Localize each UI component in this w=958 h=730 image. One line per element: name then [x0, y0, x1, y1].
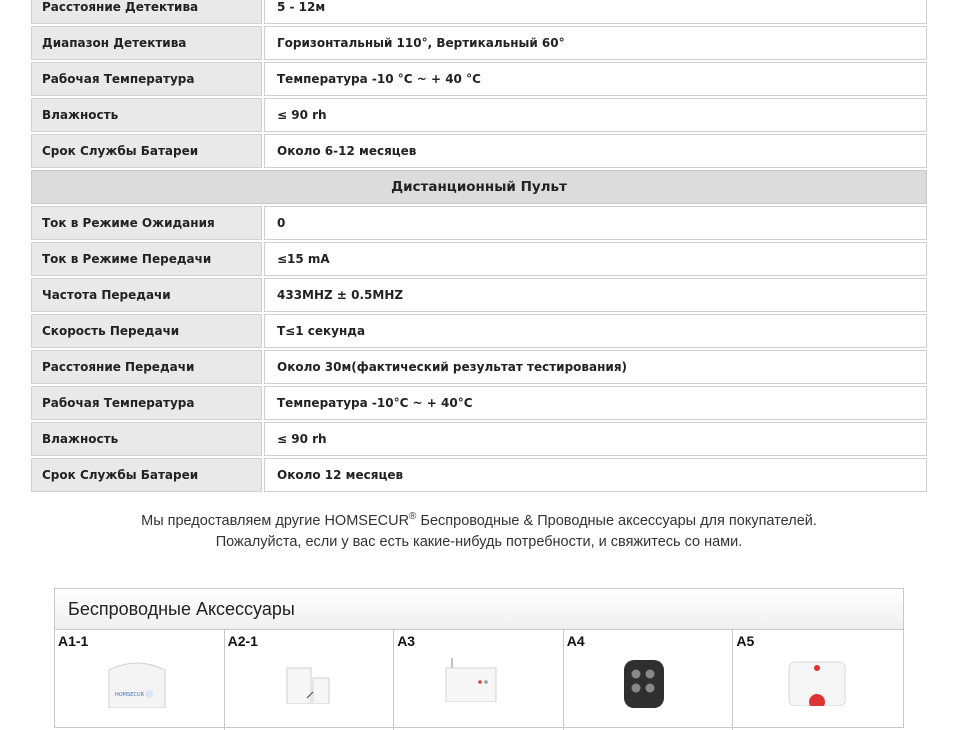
promo-line-2: Пожалуйста, если у вас есть какие-нибудь потребности, и свяжитесь со нами.: [215, 534, 743, 550]
spec-row: [31, 132, 927, 168]
spec-label: Расстояние Передачи: [31, 350, 262, 384]
accessory-item[interactable]: [564, 630, 734, 730]
spec-label: Скорость Передачи: [31, 314, 262, 348]
spec-value: Температура -10 °C ~ + 40 °C: [264, 62, 927, 96]
spec-value: 433MHZ ± 0.5MHZ: [264, 278, 927, 312]
spec-row: [31, 456, 927, 492]
spec-row: [31, 24, 927, 60]
spec-label: Частота Передачи: [31, 278, 262, 312]
spec-row: [31, 312, 927, 348]
spec-label: Влажность: [31, 98, 262, 132]
spec-row: [31, 240, 927, 276]
door-sensor-icon: [283, 664, 333, 704]
spec-label: Ток в Режиме Ожидания: [31, 206, 262, 240]
accessories-panel: [54, 588, 904, 728]
spec-row: [31, 420, 927, 456]
spec-table: [31, 0, 927, 492]
spec-row: [31, 0, 927, 24]
remote-section-title: Дистанционный Пульт: [31, 170, 927, 204]
spec-value: Около 30м(фактический результат тестирования): [264, 350, 927, 384]
promo-text-after: Беспроводные & Проводные аксессуары для покупателей.: [416, 512, 817, 529]
registered-mark: ®: [409, 511, 417, 522]
spec-value: ≤15 mA: [264, 242, 927, 276]
spec-label: Рабочая Температура: [31, 386, 262, 420]
spec-label: Влажность: [31, 422, 262, 456]
spec-value: Около 12 месяцев: [264, 458, 927, 492]
accessory-code: A3: [397, 633, 416, 649]
spec-value: 0: [264, 206, 927, 240]
spec-row: [31, 60, 927, 96]
panic-button-icon: [787, 660, 847, 706]
accessory-code: A2-1: [227, 633, 258, 649]
spec-label: Срок Службы Батареи: [31, 134, 262, 168]
accessories-grid: [55, 630, 903, 730]
svg-text:HOMSECUR: HOMSECUR: [115, 692, 144, 698]
spec-value: Горизонтальный 110°, Вертикальный 60°: [264, 26, 927, 60]
accessory-code: A4: [566, 633, 585, 649]
spec-value: ≤ 90 rh: [264, 98, 927, 132]
water-leak-sensor-icon: [442, 656, 502, 702]
spec-label: Ток в Режиме Передачи: [31, 242, 262, 276]
spec-row: [31, 204, 927, 240]
accessories-title: Беспроводные Аксессуары: [55, 589, 903, 630]
spec-row: [31, 384, 927, 420]
accessory-item[interactable]: [55, 630, 225, 730]
accessory-item[interactable]: [394, 630, 564, 730]
spec-label: Расстояние Детектива: [31, 0, 262, 24]
spec-label: Диапазон Детектива: [31, 26, 262, 60]
pir-sensor-icon: [105, 658, 169, 708]
spec-label: Срок Службы Батареи: [31, 458, 262, 492]
accessory-code: A5: [736, 633, 755, 649]
section-row: [31, 168, 927, 204]
spec-row: [31, 348, 927, 384]
promo-line-1: [0, 511, 958, 529]
spec-value: Температура -10°C ~ + 40°C: [264, 386, 927, 420]
spec-value: ≤ 90 rh: [264, 422, 927, 456]
spec-row: [31, 276, 927, 312]
promo-text-before: Мы предоставляем другие HOMSECUR: [141, 512, 410, 529]
spec-value: 5 - 12м: [264, 0, 927, 24]
spec-value: T≤1 секунда: [264, 314, 927, 348]
spec-row: [31, 96, 927, 132]
spec-label: Рабочая Температура: [31, 62, 262, 96]
accessory-item[interactable]: [225, 630, 395, 730]
accessory-item[interactable]: [733, 630, 903, 730]
spec-value: Около 6-12 месяцев: [264, 134, 927, 168]
remote-keyfob-icon: [622, 658, 666, 708]
accessory-code: A1-1: [58, 633, 89, 649]
